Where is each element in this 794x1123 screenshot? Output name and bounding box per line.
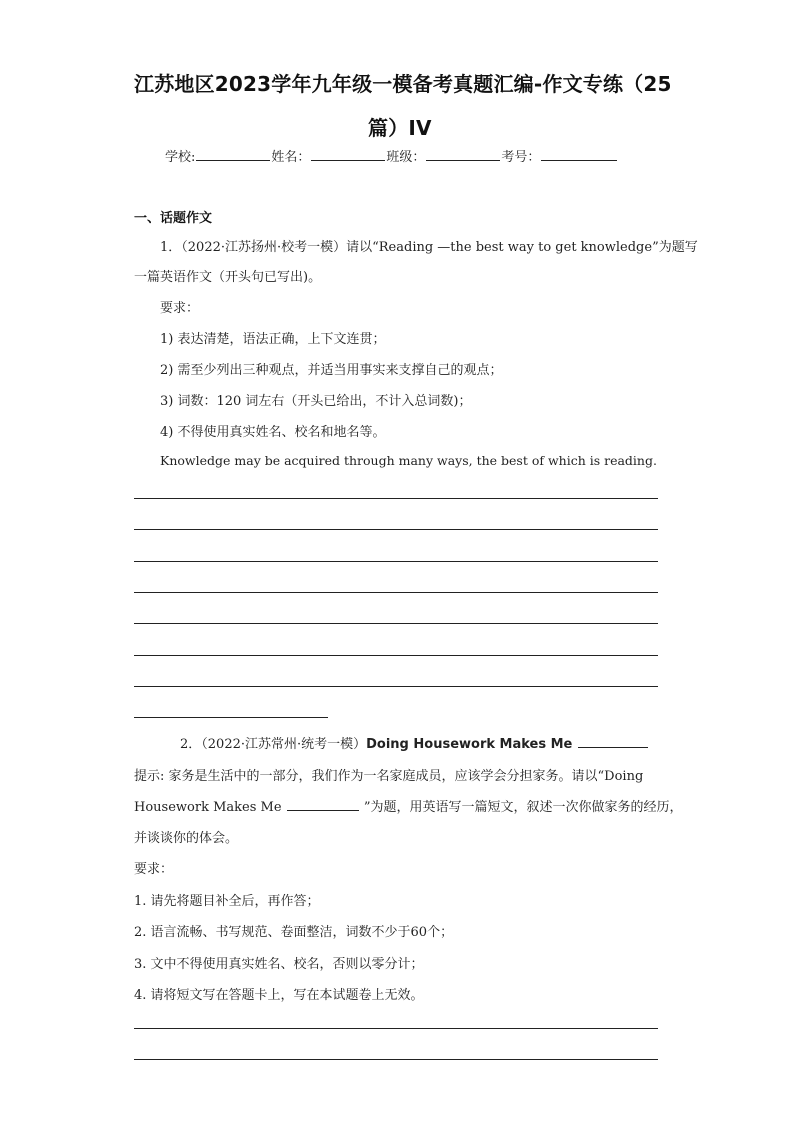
q2-hint-line3: 并谈谈你的体会。 (134, 831, 239, 846)
q1-requirement: 1) 表达清楚，语法正确，上下文连贯； (160, 332, 386, 347)
document-title-line1: 江苏地区2023学年九年级一模备考真题汇编-作文专练（25 (134, 72, 672, 96)
q2-hint-rest: ”为题，用英语写一篇短文，叙述一次你做家务的经历， (363, 800, 683, 815)
q2-hint-blank[interactable] (287, 809, 359, 811)
q2-requirement: 1. 请先将题目补全后，再作答； (134, 894, 320, 909)
exam-no-label: 考号： (501, 150, 541, 165)
q2-hint-line2 (134, 796, 682, 815)
q2-essay-title: Doing Housework Makes Me (366, 737, 573, 752)
q2-requirement: 4. 请将短文写在答题卡上，写在本试题卷上无效。 (134, 988, 424, 1003)
answer-line[interactable] (134, 686, 658, 687)
q1-prompt-line2: 一篇英语作文（开头句已写出)。 (134, 270, 322, 285)
section-heading: 一、话题作文 (134, 211, 213, 226)
answer-line[interactable] (134, 1028, 658, 1029)
q2-hint-title-part: Housework Makes Me (134, 800, 282, 815)
answer-line[interactable] (134, 592, 658, 593)
q1-opening-sentence: Knowledge may be acquired through many ways, the best of which is reading. (160, 453, 657, 468)
answer-line[interactable] (134, 655, 658, 656)
q2-requirement: 3. 文中不得使用真实姓名、校名，否则以零分计； (134, 957, 424, 972)
q1-prompt-line1: 1．（2022·江苏扬州·校考一模）请以“Reading —the best way to get knowledge”为题写 (160, 240, 698, 255)
answer-line-short[interactable] (134, 717, 328, 718)
name-blank[interactable] (311, 159, 385, 161)
answer-line[interactable] (134, 498, 658, 499)
q2-title-blank[interactable] (578, 746, 648, 748)
answer-line[interactable] (134, 1059, 658, 1060)
q2-source: 2．（2022·江苏常州·统考一模） (180, 737, 367, 752)
class-label: 班级： (386, 150, 426, 165)
class-blank[interactable] (426, 159, 500, 161)
answer-line[interactable] (134, 529, 658, 530)
q2-requirements-heading: 要求： (134, 862, 174, 877)
document-title-line2: 篇）IV (368, 116, 432, 140)
school-label: 学校: (165, 150, 196, 165)
name-label: 姓名： (271, 150, 311, 165)
q1-requirement: 2) 需至少列出三种观点，并适当用事实来支撑自己的观点； (160, 363, 503, 378)
school-blank[interactable] (196, 159, 270, 161)
q1-requirements-heading: 要求： (160, 301, 200, 316)
info-fields-row (165, 146, 618, 165)
answer-line[interactable] (134, 623, 658, 624)
q2-requirement: 2. 语言流畅、书写规范、卷面整洁，词数不少于60个； (134, 925, 454, 940)
q2-hint-line1: 提示: 家务是生活中的一部分，我们作为一名家庭成员，应该学会分担家务。请以“Doing (134, 769, 644, 784)
q1-requirement: 3) 词数：120 词左右（开头已给出，不计入总词数)； (160, 394, 472, 409)
q1-requirement: 4) 不得使用真实姓名、校名和地名等。 (160, 425, 386, 440)
answer-line[interactable] (134, 561, 658, 562)
q2-title-row (180, 733, 649, 752)
exam-no-blank[interactable] (541, 159, 617, 161)
